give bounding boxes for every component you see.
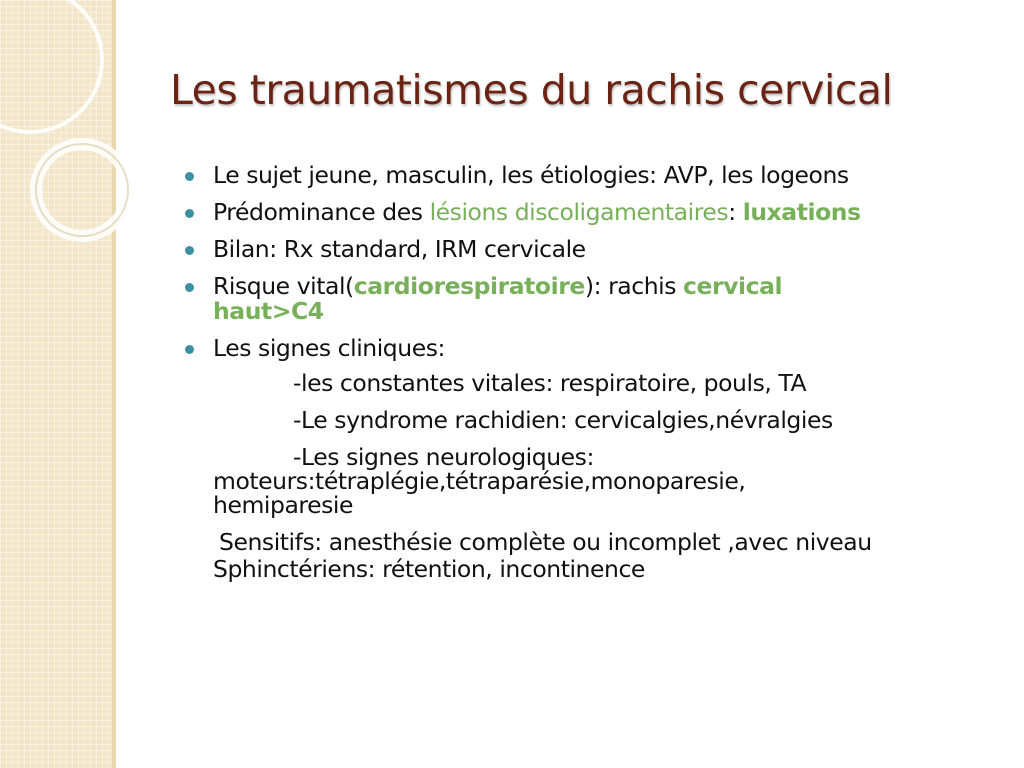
detail-text: Sphinctériens: rétention, incontinence [213, 555, 645, 583]
slide-content [185, 163, 1005, 595]
bullet-item [185, 163, 1005, 188]
detail-line [185, 529, 1005, 583]
decorative-circles [0, 0, 180, 260]
detail-text: -Le syndrome rachidien: cervicalgies,névralgies [293, 406, 833, 434]
bullet-dot-icon [185, 246, 194, 255]
detail-text: Sensitifs: anesthésie complète ou incomplet ,avec niveau [219, 528, 872, 556]
bullet-dot-icon [185, 209, 194, 218]
bullet-text: Bilan: Rx standard, IRM cervicale [213, 235, 586, 263]
bullet-text: ): rachis [584, 272, 684, 300]
detail-text: moteurs:tétraplégie,tétraparésie,monoparesie, [213, 467, 746, 495]
highlight-text: luxations [742, 198, 861, 226]
detail-text: -les constantes vitales: respiratoire, pouls, TA [293, 369, 807, 397]
bullet-dot-icon [185, 283, 194, 292]
detail-line [185, 408, 1005, 433]
detail-text: hemiparesie [213, 491, 353, 519]
bullet-item [185, 274, 1005, 324]
bullet-dot-icon [185, 172, 194, 181]
bullet-text: Prédominance des [213, 198, 430, 226]
bullet-text: Les signes cliniques: [213, 334, 445, 362]
slide-title: Les traumatismes du rachis cervical [170, 66, 893, 114]
detail-line [185, 371, 1005, 396]
bullet-text: Le sujet jeune, masculin, les étiologies: AVP, les logeons [213, 161, 849, 189]
highlight-text: lésions discoligamentaires [429, 198, 729, 226]
highlight-text: cervical [683, 272, 783, 300]
bullet-item [185, 336, 1005, 361]
highlight-text: cardiorespiratoire [353, 272, 585, 300]
bullet-item [185, 237, 1005, 262]
bullet-text: Risque vital( [213, 272, 354, 300]
highlight-text: haut>C4 [213, 297, 324, 325]
detail-line [185, 445, 1005, 517]
bullet-dot-icon [185, 345, 194, 354]
bullet-text: : [728, 198, 743, 226]
bullet-item [185, 200, 1005, 225]
detail-text: -Les signes neurologiques: [293, 443, 594, 471]
